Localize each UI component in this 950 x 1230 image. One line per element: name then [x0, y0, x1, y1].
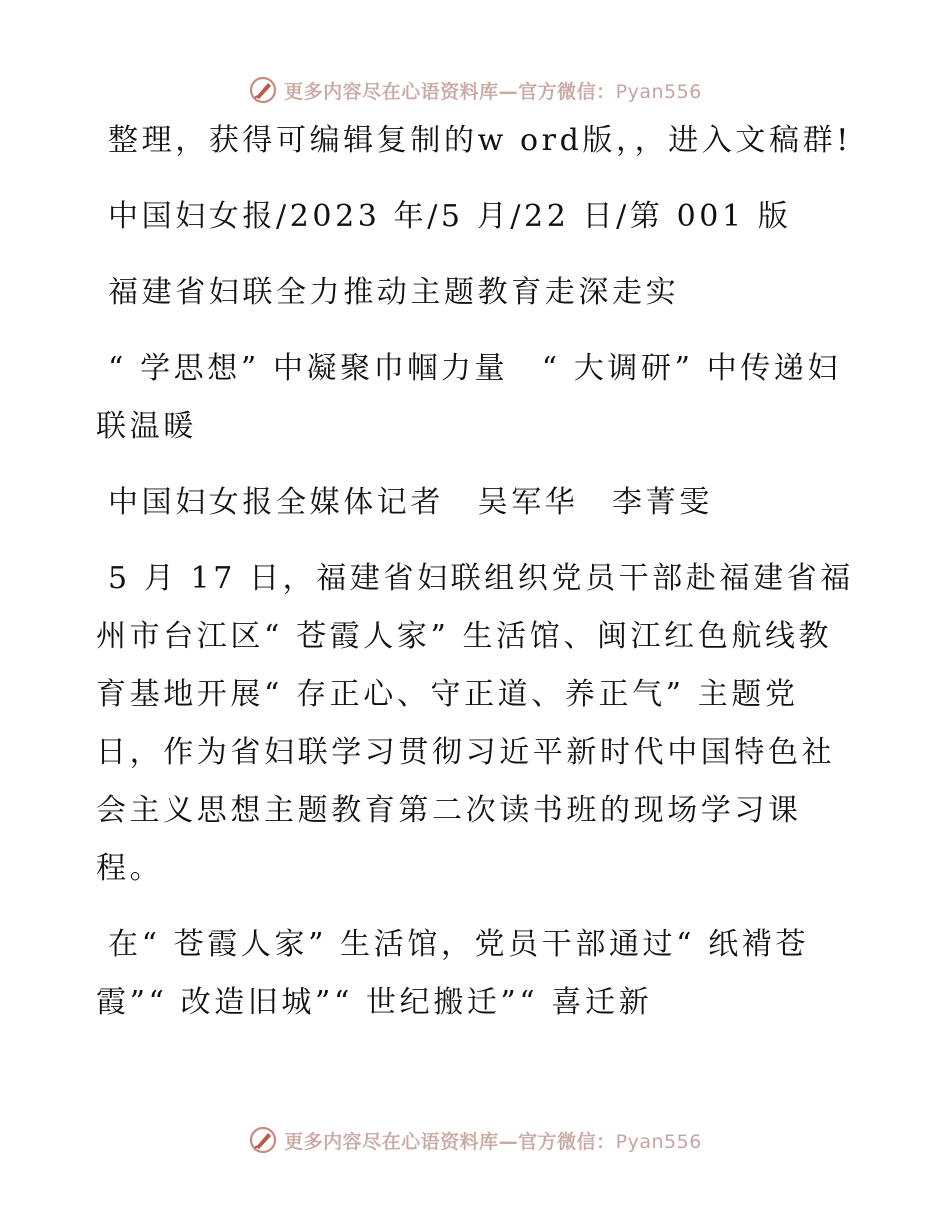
watermark-text	[284, 77, 702, 104]
watermark-text	[284, 1127, 702, 1154]
document-body	[96, 112, 856, 1050]
quill-pen-logo-icon	[248, 75, 278, 105]
quill-pen-logo-icon	[248, 1125, 278, 1155]
watermark-footer	[0, 1122, 950, 1158]
watermark-label: 更多内容尽在心语资料库—官方微信：	[284, 80, 616, 103]
body-paragraph: 5 月 17 日，福建省妇联组织党员干部赴福建省福州市台江区“ 苍霞人家” 生活馆、闽江红色航线教育基地开展“ 存正心、守正道、养正气” 主题党日，作为省妇联学习贯彻习近平新时代中国特色社会主义思想主题教育第二次读书班的现场学习课程。	[96, 561, 854, 886]
subheadline: “ 学思想” 中凝聚巾帼力量 “ 大调研” 中传递妇联温暖	[96, 351, 842, 444]
watermark-header	[0, 72, 950, 108]
watermark-handle: Pyan556	[615, 80, 702, 103]
intro-paragraph: 整理，获得可编辑复制的w ord版，，进入文稿群!	[108, 123, 852, 158]
dateline: 中国妇女报/2023 年/5 月/22 日/第 001 版	[108, 199, 792, 234]
watermark-handle: Pyan556	[615, 1130, 702, 1153]
watermark-label: 更多内容尽在心语资料库—官方微信：	[284, 1130, 616, 1153]
byline: 中国妇女报全媒体记者 吴军华 李菁雯	[108, 485, 713, 520]
body-paragraph: 在“ 苍霞人家” 生活馆，党员干部通过“ 纸褙苍霞”“ 改造旧城”“ 世纪搬迁”“ 喜迁新	[96, 927, 810, 1020]
headline: 福建省妇联全力推动主题教育走深走实	[108, 275, 680, 310]
